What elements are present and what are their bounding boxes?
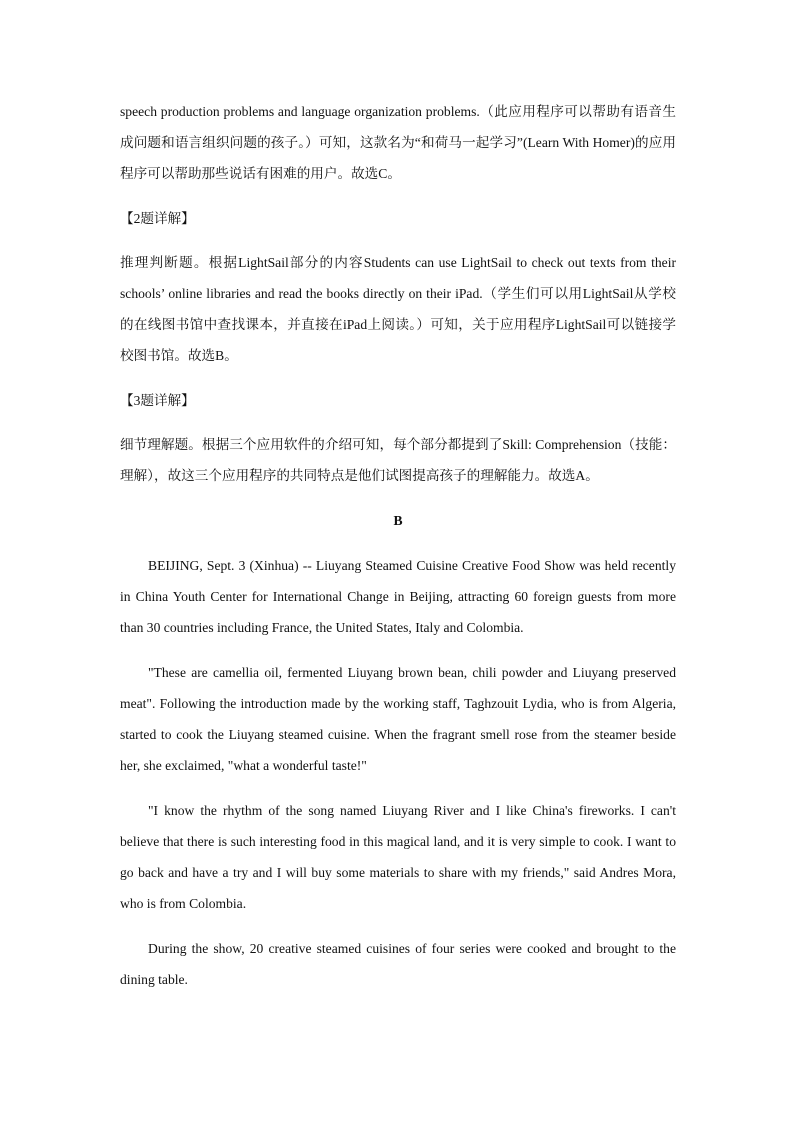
answer-explanation-2-paragraph: 推理判断题。根据LightSail部分的内容Students can use LightSail to check out texts from their schools’ online libraries and read the books directly on their iPad.（学生们可以用LightSail从学校的在线图书馆中查找课本，并直接在iPad上阅读。）可知，关于应用程序LightSail可以链接学校图书馆。故选B。 (120, 255, 676, 363)
news-paragraph-1: BEIJING, Sept. 3 (Xinhua) -- Liuyang Steamed Cuisine Creative Food Show was held recently in China Youth Center for International Change in Beijing, attracting 60 foreign guests from more than 30 countries including France, the United States, Italy and Colombia. (120, 558, 676, 635)
question-3-heading: 【3题详解】 (120, 393, 195, 408)
news-paragraph-4: During the show, 20 creative steamed cuisines of four series were cooked and brought to the dining table. (120, 941, 676, 987)
section-b-title: B (393, 513, 403, 528)
news-paragraph-3: "I know the rhythm of the song named Liuyang River and I like China's fireworks. I can't believe that there is such interesting food in this magical land, and it is very simple to cook. I want to go back and have a try and I will buy some materials to share with my friends," said Andres Mora, who is from Colombia. (120, 803, 676, 911)
question-2-heading: 【2题详解】 (120, 211, 195, 226)
answer-explanation-1-paragraph: speech production problems and language organization problems.（此应用程序可以帮助有语音生成问题和语言组织问题的孩子。）可知，这款名为“和荷马一起学习”(Learn With Homer)的应用程序可以帮助那些说话有困难的用户。故选C。 (120, 104, 676, 181)
answer-explanation-3-paragraph: 细节理解题。根据三个应用软件的介绍可知，每个部分都提到了Skill: Comprehension（技能：理解），故这三个应用程序的共同特点是他们试图提高孩子的理解能力。故选A。 (120, 437, 676, 483)
document-content (120, 96, 676, 1009)
news-paragraph-2: "These are camellia oil, fermented Liuyang brown bean, chili powder and Liuyang preserved meat". Following the introduction made by the working staff, Taghzouit Lydia, who is from Algeria, started to cook the Liuyang steamed cuisine. When the fragrant smell rose from the steamer beside her, she exclaimed, "what a wonderful taste!" (120, 665, 676, 773)
